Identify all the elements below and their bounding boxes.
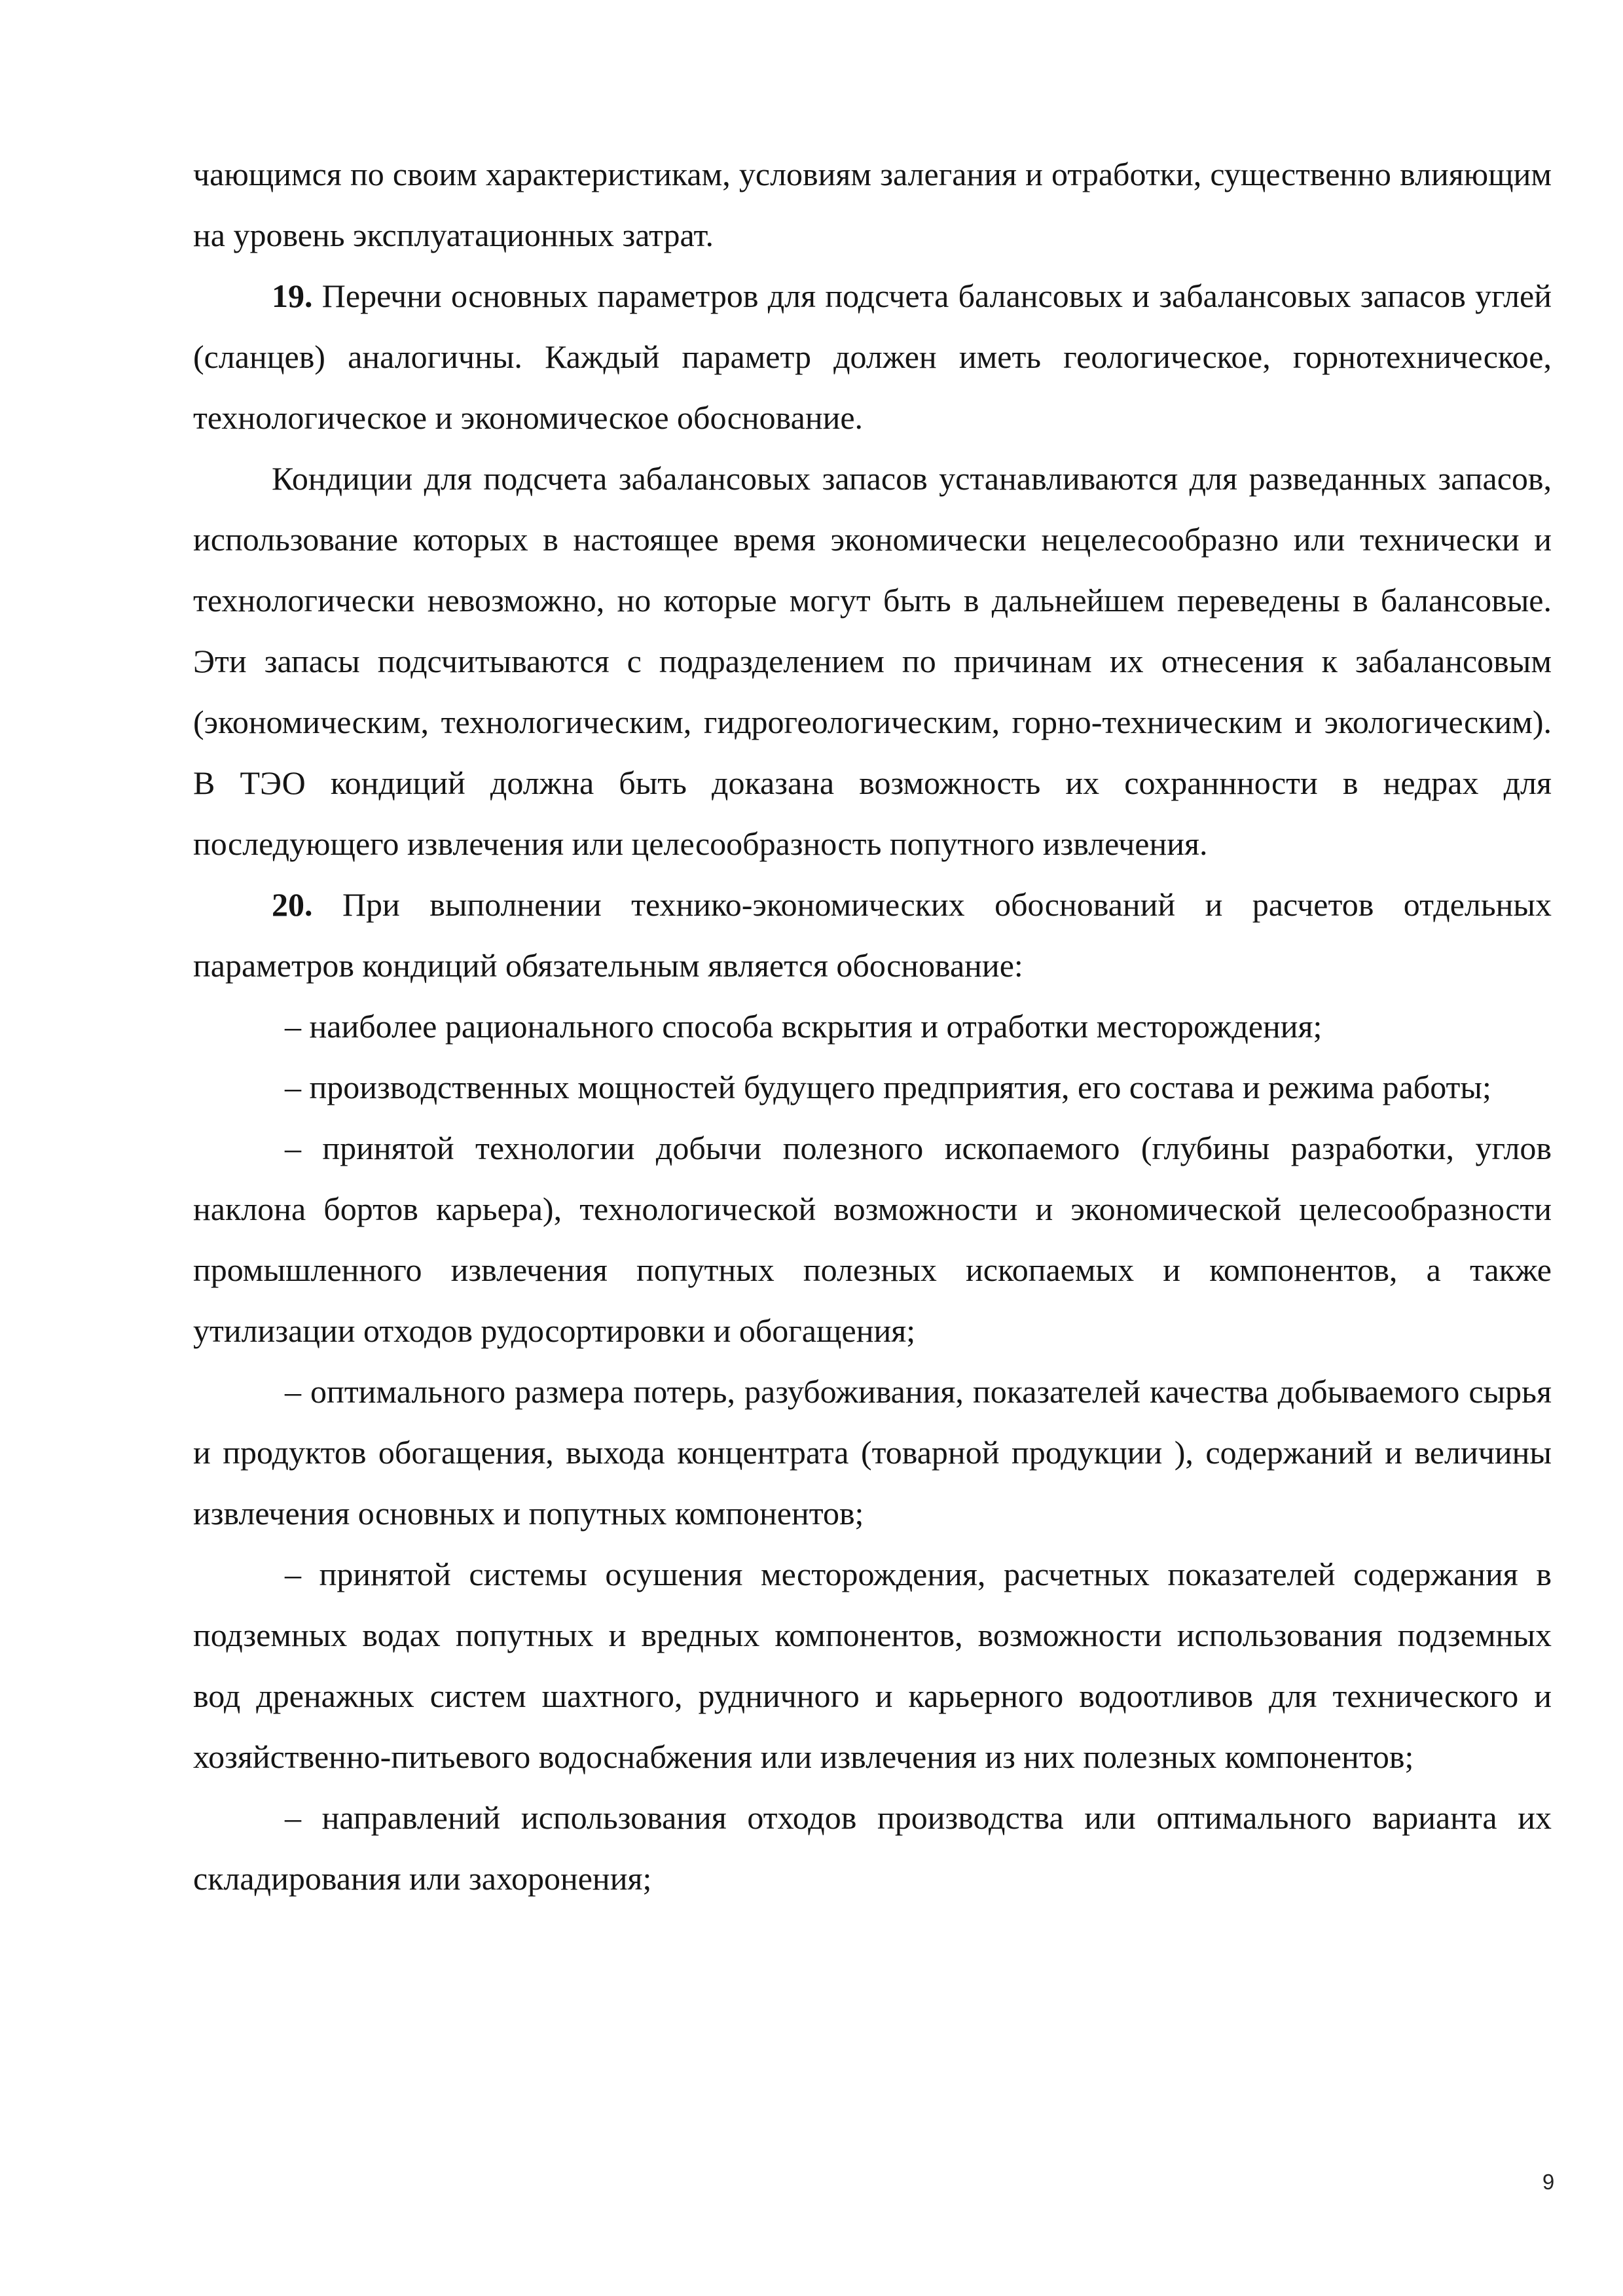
page-number: 9 [1542,2170,1555,2194]
paragraph-text: Перечни основных параметров для подсчета балансовых и забалансовых запасов углей (сланцев) аналогичны. Каждый параметр должен иметь геологическое, горнотехническое, технологическое и экономическое обоснование. [193,278,1552,436]
paragraph-19 [193,266,1552,448]
list-item: – принятой системы осушения месторождения, расчетных показателей содержания в подземных водах попутных и вредных компонентов, возможности использования подземных вод дренажных систем шахтного, рудничного и карьерного водоотливов для технического и хозяйственно-питьевого водоснабжения или извлечения из них полезных компонентов; [193,1556,1552,1775]
paragraph-continuation: чающимся по своим характеристикам, условиям залегания и отработки, существенно влияющим на уровень эксплуатационных затрат. [193,156,1552,253]
paragraph-text: При выполнении технико-экономических обоснований и расчетов отдельных параметров кондиций обязательным является обоснование: [193,886,1552,984]
list-item: – наиболее рационального способа вскрытия и отработки месторождения; [285,1008,1322,1045]
item-number: 19. [272,278,313,314]
item-number: 20. [272,886,313,923]
list-item: – оптимального размера потерь, разубоживания, показателей качества добываемого сырья и продуктов обогащения, выхода концентрата (товарной продукции ), содержаний и величины извлечения основных и попутных компонентов; [193,1373,1552,1532]
list-item: – принятой технологии добычи полезного ископаемого (глубины разработки, углов наклона бортов карьера), технологической возможности и экономической целесообразности промышленного извлечения попутных полезных ископаемых и компонентов, а также утилизации отходов рудосортировки и обогащения; [193,1130,1552,1349]
list-item: – направлений использования отходов производства или оптимального варианта их складирования или захоронения; [193,1799,1552,1897]
list-item: – производственных мощностей будущего предприятия, его состава и режима работы; [285,1069,1491,1105]
paragraph-conditions: Кондиции для подсчета забалансовых запасов устанавливаются для разведанных запасов, использование которых в настоящее время экономически нецелесообразно или технически и технологически невозможно, но которые могут быть в дальнейшем переведены в балансовые. Эти запасы подсчитываются с подразделением по причинам их отнесения к забалансовым (экономическим, технологическим, гидрогеологическим, горно-техническим и экологическим). В ТЭО кондиций должна быть доказана возможность их сохраннности в недрах для последующего извлечения или целесообразность попутного извлечения. [193,460,1552,862]
body-text [193,144,1552,1909]
paragraph-20 [193,874,1552,996]
